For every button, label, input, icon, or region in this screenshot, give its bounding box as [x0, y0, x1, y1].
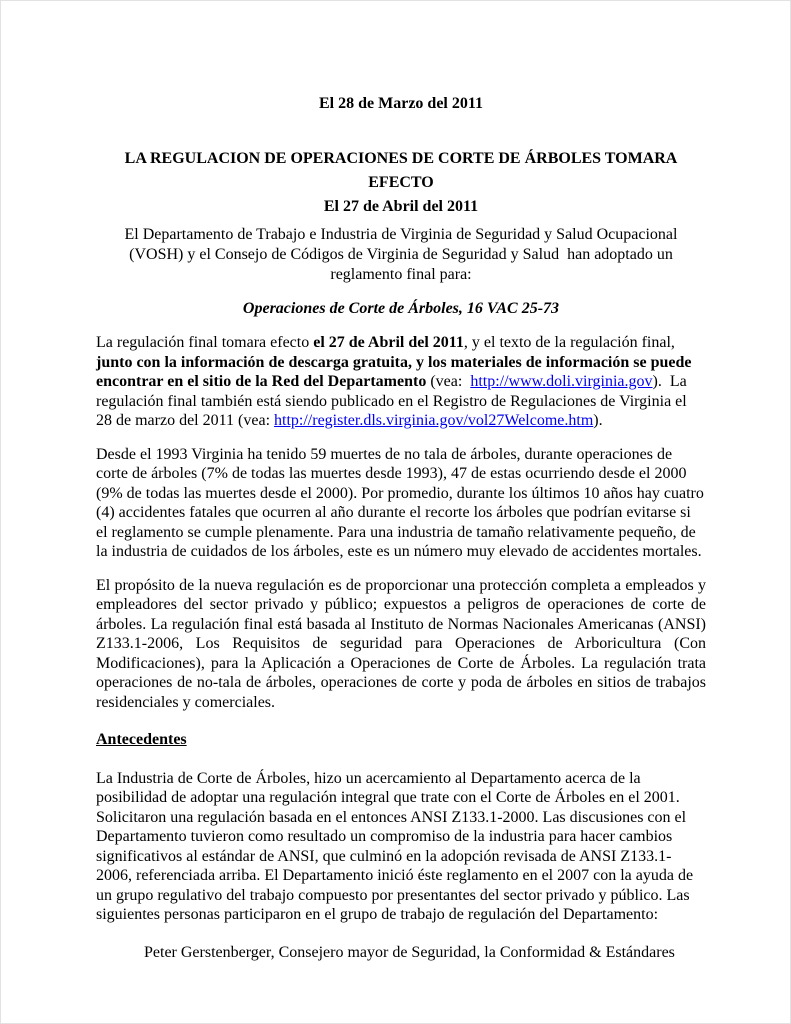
purpose-paragraph: El propósito de la nueva regulación es de proporcionar una protección completa a empleados y empleadores del sector privado y público; expuestos a peligros de operaciones de corte de árboles. La regulación final está basada al Instituto de Normas Nacionales Americanas (ANSI) Z133.1-2006, Los Requisitos de seguridad para Operaciones de Arboricultura (Con Modificaciones), para la Aplicación a Operaciones de Corte de Árboles. La regulación trata operaciones de no-tala de árboles, operaciones de corte y poda de árboles en sitios de trabajos residenciales y comerciales.: [96, 576, 706, 711]
workgroup-member-line: Peter Gerstenberger, Consejero mayor de Seguridad, la Conformidad & Estándares: [144, 943, 675, 961]
document-title: [96, 147, 706, 219]
text-segment: La regulación final tomara efecto: [96, 334, 314, 351]
text-segment: el 27 de Abril del 2011: [313, 334, 464, 351]
statistics-paragraph: Desde el 1993 Virginia ha tenido 59 muertes de no tala de árboles, durante operaciones de corte de árboles (7% de todas las muertes desde 1993), 47 de estas ocurriendo desde el 2000 (9% de todas las muertes desde el 2000). Por promedio, durante los últimos 10 años hay cuatro (4) accidentes fatales que ocurren al año durante el recorte los árboles que podrían evitarse si el reglamento se cumple plenamente. Para una industria de tamaño relativamente pequeño, de la industria de cuidados de los árboles, este es un número muy elevado de accidentes mortales.: [96, 445, 708, 560]
text-segment: junto con la información de descarga gratuita, y los materiales de información se puede encontrar en el sitio de la Red del Departamento: [96, 353, 696, 390]
text-segment: (vea:: [426, 373, 471, 390]
regulation-title: Operaciones de Corte de Árboles, 16 VAC 25-73: [242, 299, 560, 317]
text-segment: ).: [593, 412, 603, 429]
hyperlink[interactable]: http://www.doli.virginia.gov: [470, 373, 653, 390]
text-segment: , y el texto de la regulación final,: [463, 334, 679, 351]
intro-paragraph: El Departamento de Trabajo e Industria de Virginia de Seguridad y Salud Ocupacional (VOSH) y el Consejo de Códigos de Virginia de Seguridad y Salud han adoptado un reglamento final para:: [124, 225, 682, 283]
title-line-2: EFECTO: [368, 173, 434, 191]
section-heading-antecedentes: Antecedentes: [96, 731, 187, 748]
background-paragraph: La Industria de Corte de Árboles, hizo un acercamiento al Departamento acerca de la posibilidad de adoptar una regulación integral que trate con el Corte de Árboles en el 2001. Solicitaron una regulación basada en el entonces ANSI Z133.1-2000. Las discusiones con el Departamento tuvieron como resultado un compromiso de la industria para hacer cambios significativos al estándar de ANSI, que culminó en la adopción revisada de ANSI Z133.1-2006, referenciada arriba. El Departamento inició éste reglamento en el 2007 con la ayuda de un grupo regulativo del trabajo compuesto por presentantes del sector privado y público. Las siguientes personas participaron en el grupo de trabajo de regulación del Departamento:: [96, 769, 698, 923]
document-page: [1, 1, 791, 962]
title-line-1: LA REGULACION DE OPERACIONES DE CORTE DE ÁRBOLES TOMARA: [124, 149, 678, 167]
document-content: [96, 94, 706, 962]
text-segment: ). La regulación final también está siendo publicado en el Registro de Regulaciones de Virginia el 28 de marzo del 2011 (vea:: [96, 373, 691, 429]
effective-date-paragraph: [96, 333, 706, 431]
title-line-3: El 27 de Abril del 2011: [323, 197, 479, 215]
hyperlink[interactable]: http://register.dls.virginia.gov/vol27Welcome.htm: [274, 412, 594, 429]
date-line: El 28 de Marzo del 2011: [319, 95, 483, 112]
